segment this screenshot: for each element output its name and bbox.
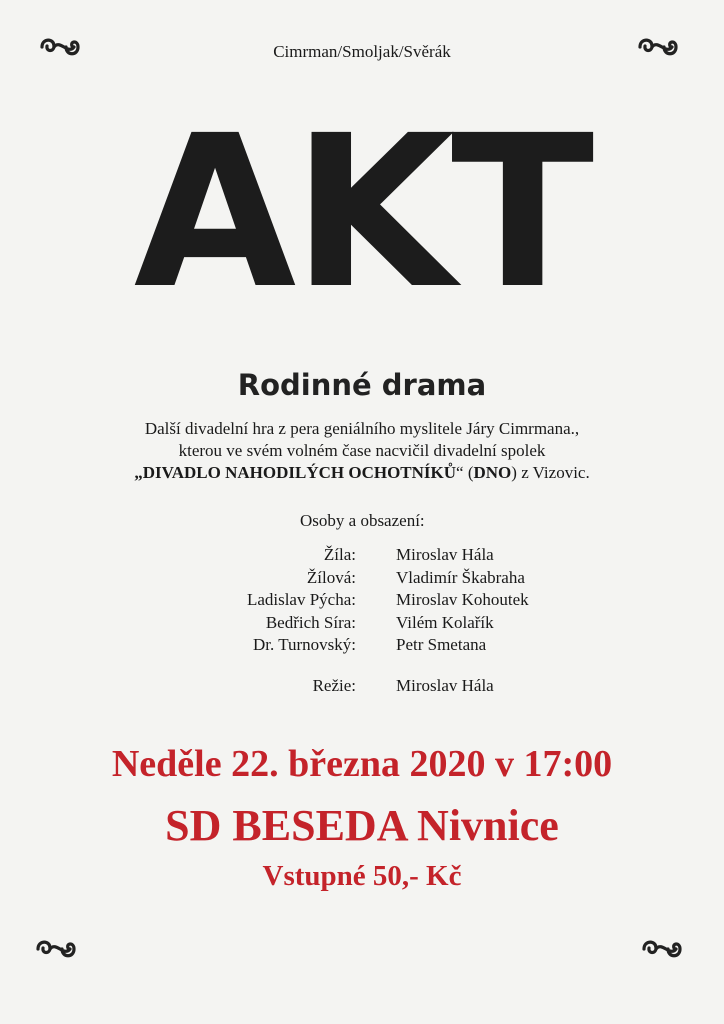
cast-row — [0, 590, 724, 613]
cast-row — [0, 613, 724, 636]
director-row — [0, 676, 724, 698]
event-date: Neděle 22. března 2020 v 17:00 — [111, 743, 613, 785]
cast-actor: Petr Smetana — [396, 635, 487, 654]
description-line-1: Další divadelní hra z pera geniálního myslitele Járy Cimrmana., — [144, 419, 580, 438]
cast-actor: Miroslav Hála — [396, 545, 494, 564]
ticket-price: Vstupné 50,- Kč — [262, 860, 462, 892]
cast-role: Ladislav Pýcha: — [246, 590, 356, 609]
description-line-2: kterou ve svém volném čase nacvičil divadelní spolek — [178, 441, 546, 460]
director-name: Miroslav Hála — [396, 676, 494, 695]
theatre-group-abbr: DNO — [473, 463, 512, 482]
cast-role: Žíla: — [323, 545, 356, 564]
event-venue: SD BESEDA Nivnice — [165, 801, 559, 850]
cast-role: Dr. Turnovský: — [253, 635, 356, 654]
authors-line: Cimrman/Smoljak/Svěrák — [273, 42, 451, 61]
cast-actor: Vilém Kolařík — [396, 612, 494, 632]
flourish-ornament-icon — [640, 936, 684, 962]
cast-actor: Vladimír Škabraha — [396, 567, 525, 587]
director-label: Režie: — [312, 676, 356, 695]
cast-actor: Miroslav Kohoutek — [396, 590, 529, 609]
flourish-ornament-icon — [34, 936, 78, 962]
cast-row — [0, 635, 724, 658]
cast-heading: Osoby a obsazení: — [300, 511, 425, 530]
description-line-3 — [0, 462, 724, 484]
cast-row — [0, 545, 724, 568]
close-quote: “ ( — [456, 463, 474, 482]
description — [0, 418, 724, 484]
open-quote: „ — [134, 463, 143, 482]
play-title: AKT — [133, 90, 591, 335]
cast-role: Bedřich Síra: — [265, 612, 356, 632]
cast-role: Žílová: — [306, 567, 356, 587]
cast-row — [0, 568, 724, 591]
theatre-group-name: DIVADLO NAHODILÝCH OCHOTNÍKŮ — [142, 463, 457, 482]
description-rest: ) z Vizovic. — [511, 463, 590, 482]
play-subtitle: Rodinné drama — [237, 368, 487, 402]
cast-list — [0, 545, 724, 658]
